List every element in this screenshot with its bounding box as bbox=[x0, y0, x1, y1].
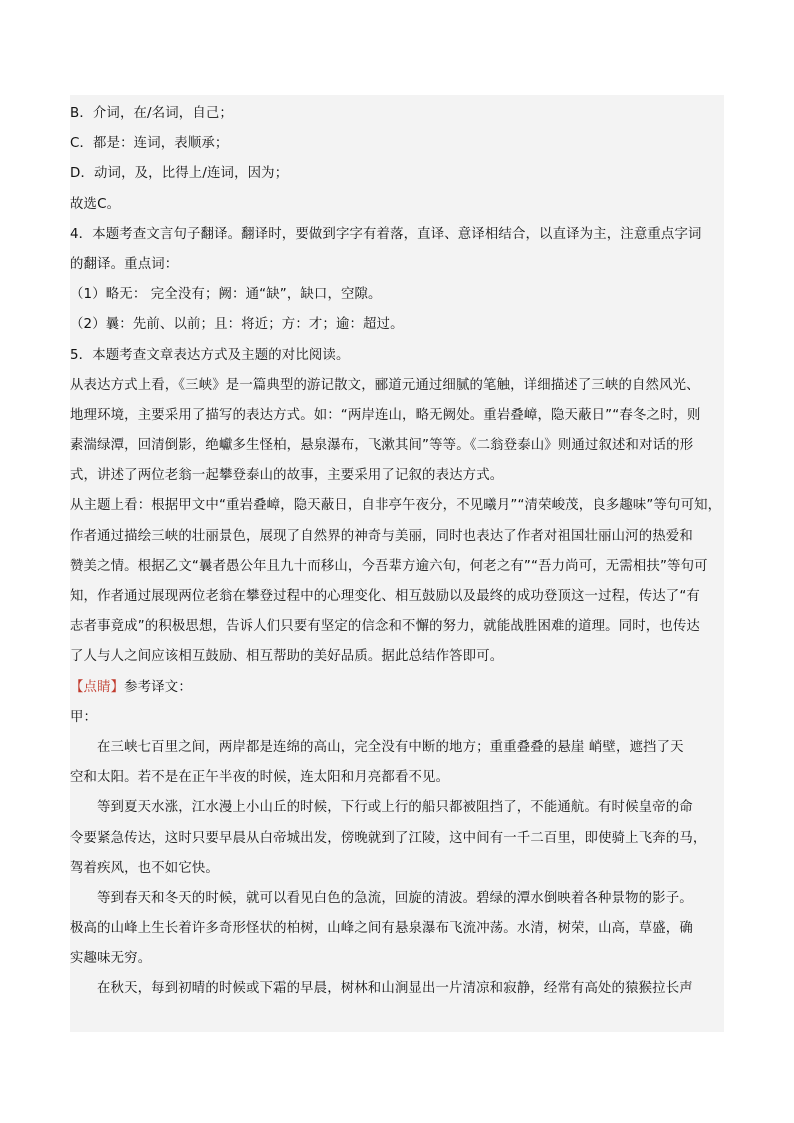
translation-line: 在三峡七百里之间，两岸都是连绵的高山，完全没有中断的地方；重重叠叠的悬崖 峭壁，遮挡了天 bbox=[97, 739, 684, 755]
q4-line: 的翻译。重点词： bbox=[70, 256, 179, 272]
q5-line: 作者通过描绘三峡的壮丽景色，展现了自然界的神奇与美丽，同时也表达了作者对祖国壮丽山河的热爱和 bbox=[70, 528, 693, 544]
answer-choice: 故选C。 bbox=[70, 196, 121, 212]
dianjing-text: 参考译文： bbox=[124, 679, 192, 695]
q5-line: 式，讲述了两位老翁一起攀登泰山的故事，主要采用了记叙的表达方式。 bbox=[70, 468, 504, 484]
q5-line: 赞美之情。根据乙文“曩者愚公年且九十而移山，今吾辈方逾六旬，何老之有”“吾力尚可，无需相扶”等句可 bbox=[70, 558, 708, 574]
q4-line: （1）略无： 完全没有；阙：通“缺”，缺口，空隙。 bbox=[70, 287, 382, 303]
translation-line: 空和太阳。若不是在正午半夜的时候，连太阳和月亮都看不见。 bbox=[70, 770, 450, 786]
q5-line: 志者事竟成”的积极思想，告诉人们只要有坚定的信念和不懈的努力，就能战胜困难的道理。同时，也传达 bbox=[70, 619, 700, 635]
answer-option-d: D．动词，及，比得上/连词，因为； bbox=[70, 166, 289, 182]
translation-section-label: 甲： bbox=[70, 709, 98, 725]
dianjing-label: 【点睛】 bbox=[70, 679, 125, 695]
translation-line: 等到夏天水涨，江水漫上小山丘的时候，下行或上行的船只都被阻挡了，不能通航。有时候皇帝的命 bbox=[97, 800, 693, 816]
q4-line: 4．本题考查文言句子翻译。翻译时，要做到字字有着落，直译、意译相结合，以直译为主，注意重点字词 bbox=[70, 226, 702, 242]
answer-option-c: C．都是：连词，表顺承； bbox=[70, 136, 229, 152]
q5-line: 5．本题考查文章表达方式及主题的对比阅读。 bbox=[70, 347, 350, 363]
translation-line: 在秋天，每到初晴的时候或下霜的早晨，树林和山涧显出一片清凉和寂静，经常有高处的猿猴拉长声 bbox=[97, 981, 693, 997]
translation-line: 等到春天和冬天的时候，就可以看见白色的急流，回旋的清波。碧绿的潭水倒映着各种景物的影子。 bbox=[97, 890, 693, 906]
document-body bbox=[70, 95, 724, 1032]
q5-line: 知，作者通过展现两位老翁在攀登过程中的心理变化、相互鼓励以及最终的成功登顶这一过程，传达了“有 bbox=[70, 589, 700, 604]
q5-line: 素湍绿潭，回清倒影，绝巘多生怪柏，悬泉瀑布，飞漱其间”等等。《二翁登泰山》则通过叙述和对话的形 bbox=[70, 438, 694, 454]
q5-line: 从主题上看：根据甲文中“重岩叠嶂，隐天蔽日，自非亭午夜分，不见曦月”“清荣峻茂，良多趣味”等句可知， bbox=[70, 498, 722, 514]
translation-line: 极高的山峰上生长着许多奇形怪状的柏树，山峰之间有悬泉瀑布飞流冲荡。水清，树荣，山高，草盛，确 bbox=[70, 921, 693, 937]
q5-line: 从表达方式上看，《三峡》是一篇典型的游记散文，郦道元通过细腻的笔触，详细描述了三峡的自然风光、 bbox=[70, 377, 700, 393]
q5-line: 了人与人之间应该相互鼓励、相互帮助的美好品质。据此总结作答即可。 bbox=[70, 649, 504, 665]
answer-option-b: B．介词，在/名词，自己； bbox=[70, 106, 233, 121]
translation-line: 实趣味无穷。 bbox=[70, 951, 152, 967]
translation-line: 驾着疾风，也不如它快。 bbox=[70, 860, 219, 876]
q5-line: 地理环境，主要采用了描写的表达方式。如：“两岸连山，略无阙处。重岩叠嶂，隐天蔽日”“春冬之时，则 bbox=[70, 407, 701, 423]
q4-line: （2）曩：先前、以前；且：将近；方：才；逾：超过。 bbox=[70, 317, 404, 333]
dianjing-heading bbox=[70, 673, 724, 703]
translation-line: 令要紧急传达，这时只要早晨从白帝城出发，傍晚就到了江陵，这中间有一千二百里，即使骑上飞奔的马， bbox=[70, 830, 707, 846]
